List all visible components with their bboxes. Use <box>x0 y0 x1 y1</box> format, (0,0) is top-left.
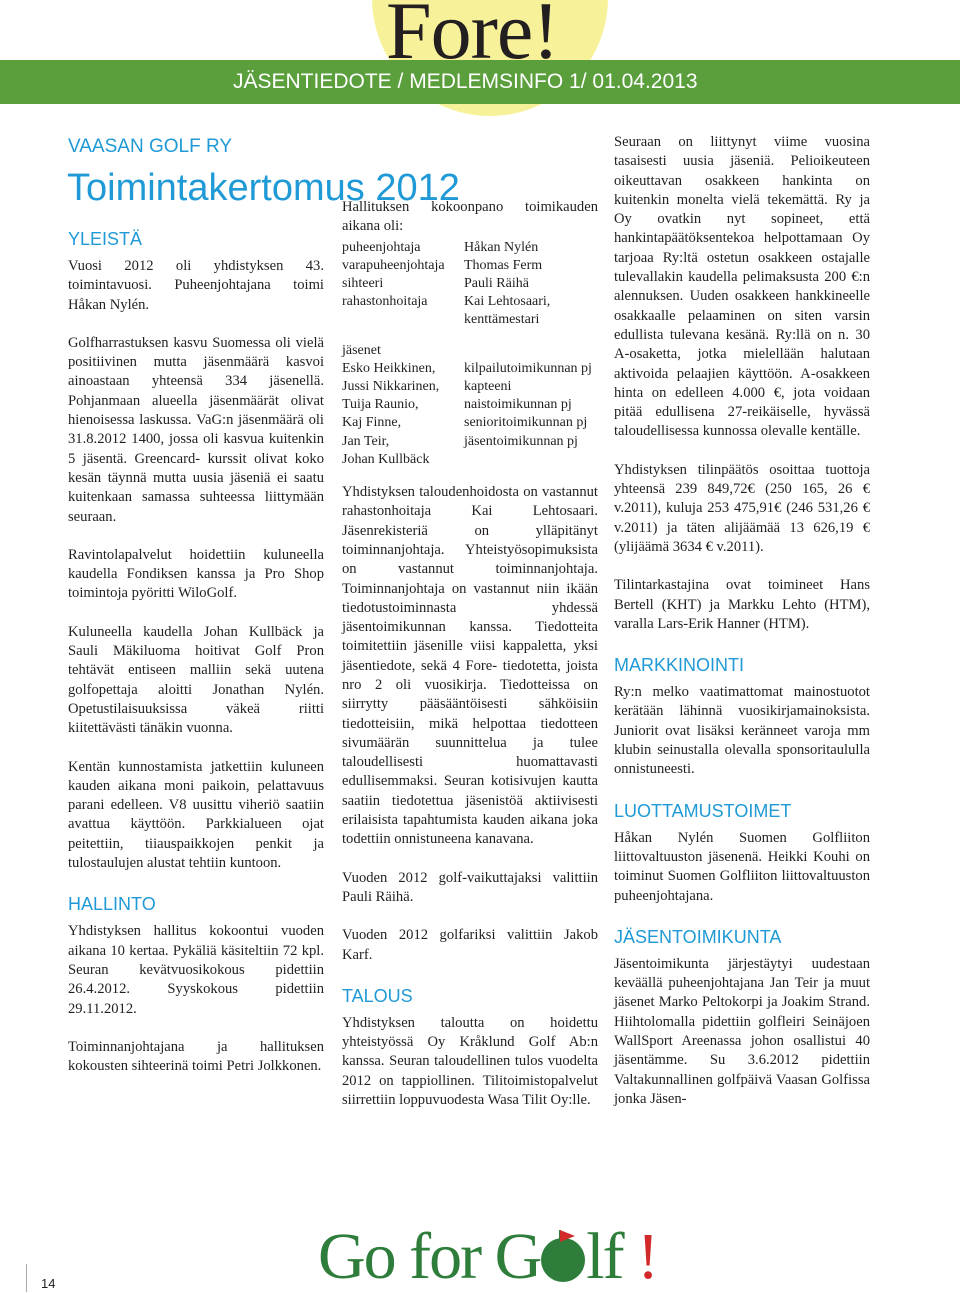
paragraph: Ravintolapalvelut hoidettiin kuluneella kaudella Fondiksen kanssa ja Pro Shop toimintoja pyöritti WiloGolf. <box>68 546 324 602</box>
board-table <box>342 239 598 469</box>
officer-role: rahastonhoitaja <box>342 294 428 310</box>
paragraph: Yhdistyksen hallitus kokoontui vuoden aikana 10 kertaa. Pykäliä käsiteltiin 72 kpl. Seuran kevätvuosikokous pidettiin 26.4.2012. Syyskokous pidettiin 29.11.2012. <box>68 923 324 1017</box>
officer-name: Håkan Nylén <box>464 239 539 255</box>
column-2 <box>342 198 598 1129</box>
document-title: Toimintakertomus 2012 <box>67 167 460 209</box>
column-3 <box>614 133 870 1128</box>
member-name: Tuija Raunio, <box>342 397 419 413</box>
logo-wordmark <box>318 1222 657 1292</box>
edition-line: JÄSENTIEDOTE / MEDLEMSINFO 1/ 01.04.2013 <box>233 70 698 93</box>
table-row <box>342 293 598 329</box>
officer-name: Thomas Ferm <box>464 257 543 273</box>
logo-exclamation: ! <box>637 1220 658 1293</box>
member-name: Jussi Nikkarinen, <box>342 379 440 395</box>
section-heading-member-committee: JÄSENTOIMIKUNTA <box>614 926 782 947</box>
paragraph: Kentän kunnostamista jatkettiin kuluneen kauden aikana moni paikoin, pelattavuus parani edelleen. V8 uusittu viheriö saatiin avattua käyttöön. Parkkialueen ojat peitettiin, tiiauspaikkojen penkit ja tulostaulujen alustat tehtiin kuntoon. <box>68 758 324 872</box>
member-role: kapteeni <box>464 379 512 395</box>
table-row <box>342 433 598 451</box>
table-row <box>342 360 598 378</box>
paragraph: Seuraan on liittynyt viime vuosina tasaisesti uusia jäseniä. Pelioikeuteen oikeuttavan osakkeen hankinta on kuitenkin monelta vielä tekemättä. Ry ja Oy ovatkin nyt sopineet, että hankintapäätöksentekoa helpottamaan Oy tarjoaa Ry:ltä ostetun osakkeen ostajalle tulevallakin kaudella pelimaksusta 200 €:n alennuksen. Uuden osakkeen hankkineelle osakkaalle pelaaminen on siten varsin edullista tulevana kesänä. Ry:llä on n. 30 A-osaketta, jotka mielellään halutaan aktivoida pelaajien käyttöön. A-osakkeen hinta on edelleen 4.000 €, jota voidaan pitää edullisena 27-reikäiselle, hyvässä taloudellisessa kunnossa olevalle kentälle. <box>614 134 870 440</box>
footer-divider <box>26 1264 27 1292</box>
golf-flag-icon <box>557 1228 577 1268</box>
paragraph: Ry:n melko vaatimattomat mainostuotot kerätään lähinnä vuosikirjamainoksista. Juniorit ovat lisäksi keränneet varoja mm klubin seinustalla olevalla sponsoritaululla onnistuneesti. <box>614 684 870 778</box>
logo-text-part1: Go for G <box>318 1220 541 1293</box>
member-role <box>464 451 598 469</box>
officer-name: Pauli Räihä <box>464 276 529 291</box>
column-1 <box>68 227 324 1095</box>
section-heading-admin: HALLINTO <box>68 894 156 915</box>
masthead-title: Fore! <box>386 0 559 76</box>
paragraph: Yhdistyksen taloutta on hoidettu yhteistyössä Oy Kråklund Golf Ab:n kanssa. Seuran taloudellinen tulos vuodelta 2012 on tappiollinen. Tilitoimistopalvelut siirrettiin loppuvuodesta Wasa Tilit Oy:lle. <box>342 1014 598 1109</box>
table-row <box>342 451 598 469</box>
section-heading-finance: TALOUS <box>342 985 413 1006</box>
paragraph: Jäsentoimikunta järjestäytyi uudestaan keväällä puheenjohtajana Jan Teir ja muut jäsenet Marko Peltokorpi ja Joakim Strand. Hiihtolomalla pidettiin golfleiri Seinäjoen WallSport Areenassa johon osallistui 40 jäsentämme. Su 3.6.2012 pidettiin Valtakunnallinen golfpäivä Vaasan Golfissa jonka Jäsen- <box>614 955 870 1107</box>
paragraph: Yhdistyksen tilinpäätös osoittaa tuottoja yhteensä 239 849,72€ (250 165, 26 € v.2011), kuluja 253 475,91€ (246 531,26 € v.2011) ja täten alijäämää 13 626,19 € (ylijäämä 3634 € v.2011). <box>614 461 870 555</box>
member-role: naistoimikunnan pj <box>464 397 572 413</box>
board-intro: Hallituksen kokoonpano toimikauden aikana oli: <box>342 199 598 235</box>
page-number: 14 <box>41 1276 56 1291</box>
member-name: Johan Kullbäck <box>342 451 430 467</box>
officer-role: varapuheenjohtaja <box>342 257 445 273</box>
section-heading-general: YLEISTÄ <box>68 229 143 249</box>
table-spacer-row <box>342 330 598 342</box>
section-heading-trust-positions: LUOTTAMUSTOIMET <box>614 800 792 821</box>
logo-text-part2: lf <box>586 1220 623 1293</box>
paragraph: Vuoden 2012 golf-vaikuttajaksi valittiin Pauli Räihä. <box>342 869 598 905</box>
go-for-golf-logo <box>318 1222 678 1292</box>
table-row <box>342 257 598 275</box>
paragraph: Tilintarkastajina ovat toimineet Hans Bertell (KHT) ja Markku Lehto (HTM), varalla Lars-Erik Hanner (HTM). <box>614 577 870 632</box>
table-row <box>342 396 598 414</box>
organization-name: VAASAN GOLF RY <box>68 136 233 157</box>
paragraph: Toiminnanjohtajana ja hallituksen kokousten sihteerinä toimi Petri Jolkkonen. <box>68 1038 324 1075</box>
member-name: Jan Teir, <box>342 433 390 449</box>
paragraph: Håkan Nylén Suomen Golfliiton liittovaltuuston jäsenenä. Heikki Kouhi on toiminut Suomen Golfliiton liittovaltuuston puheenjohtajana. <box>614 829 870 904</box>
paragraph: Vuosi 2012 oli yhdistyksen 43. toimintavuosi. Puheenjohtajana toimi Håkan Nylén. <box>68 258 324 313</box>
officer-name: Kai Lehtosaari, kenttämestari <box>464 294 551 328</box>
table-row <box>342 378 598 396</box>
members-label: jäsenet <box>342 342 381 358</box>
officer-role: sihteeri <box>342 276 384 291</box>
table-spacer <box>342 330 598 342</box>
member-name: Esko Heikkinen, <box>342 360 436 376</box>
table-row <box>342 342 598 360</box>
paragraph: Kuluneella kaudella Johan Kullbäck ja Sauli Mäkiluoma hoitivat Golf Pron tehtävät entiseen malliin sekä uutena golfopettaja aloitti Jonathan Nylén. Opetustilaisuuksissa väkeä riitti kiitettävästi tänäkin vuonna. <box>68 623 324 737</box>
table-row <box>342 239 598 257</box>
paragraph: Yhdistyksen taloudenhoidosta on vastannut rahastonhoitaja Kai Lehtosaari. Jäsenrekisteriä on ylläpitänyt toiminnanjohtaja. Yhteistyösopimuksista on vastannut toiminnanjohtaja. Toiminnanjohtaja on vastannut niin ikään tiedotustoiminnasta yhdessä jäsentoimikunnan kanssa. Tiedotteita toimitettiin jäsenille viisi kappaletta, yksi jäsentiedote, sekä 4 Fore- tiedotetta, joista nro 2 oli vuosikirja. Tiedotteissa on siirrytty pääsääntöisesti sähköisiin tiedotteisiin, mikä helpottaa tiedotteen sivumäärän suunnittelua ja tulee taloudellisesti huomattavasti edullisemmaksi. Seuran kotisivujen kautta saatiin tiedotettua jäsenistöä aktiivisesti erilaisista tapahtumista kauden aikana joka todettiin onnistuneena kanavana. <box>342 484 598 848</box>
member-role: senioritoimikunnan pj <box>464 415 588 431</box>
table-row <box>342 414 598 432</box>
paragraph: Golfharrastuksen kasvu Suomessa oli vielä positiivinen mutta jäsenmäärä kasvoi ainoastaan yhteensä 334 jäsenellä. Pohjanmaan alueella jäsenmäärät olivat hienoisessa laskussa. VaG:n jäsenmäärä oli 31.8.2012 1400, jossa oli kasvua kuitenkin 5 jäsentä. Greencard- kurssit olivat koko kesän täynnä mutta uusia jäseniä ei saatu kuitenkaan samassa suhteessa liittymään seuraan. <box>68 334 324 525</box>
paragraph: Vuoden 2012 golfariksi valittiin Jakob Karf. <box>342 927 598 963</box>
section-heading-marketing: MARKKINOINTI <box>614 655 745 676</box>
member-name: Kaj Finne, <box>342 415 402 431</box>
member-role: jäsentoimikunnan pj <box>464 433 578 449</box>
table-row <box>342 275 598 293</box>
officer-role: puheenjohtaja <box>342 239 421 255</box>
member-role: kilpailutoimikunnan pj <box>464 360 592 376</box>
